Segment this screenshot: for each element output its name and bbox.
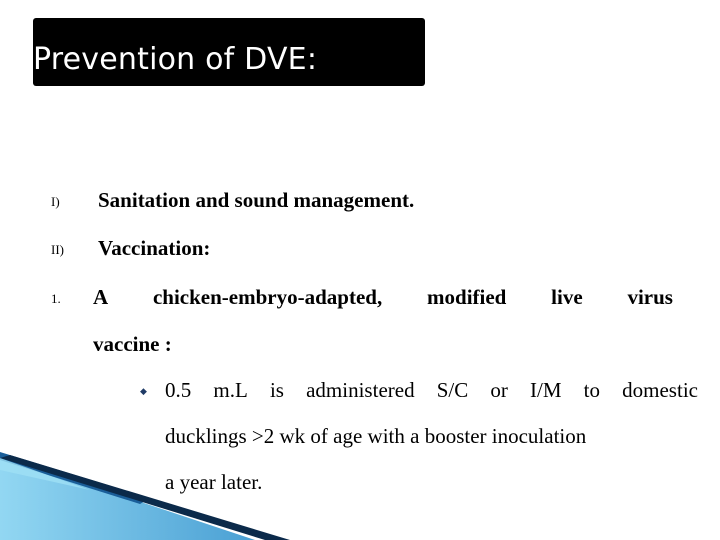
word: modified bbox=[427, 285, 507, 309]
word: S/C bbox=[436, 378, 469, 402]
word: A bbox=[93, 285, 109, 309]
sub-bullet-line-3: a year later. bbox=[165, 470, 263, 494]
title-box bbox=[33, 18, 425, 86]
word: 0.5 bbox=[165, 378, 192, 402]
numbered-line-1 bbox=[93, 285, 673, 310]
word: m.L bbox=[213, 378, 248, 402]
sub-bullet-line-2: ducklings >2 wk of age with a booster inoculation bbox=[165, 424, 587, 448]
slide-title: Prevention of DVE: bbox=[33, 42, 318, 77]
word: domestic bbox=[622, 378, 698, 402]
word: I/M bbox=[530, 378, 562, 402]
item-text-vaccination: Vaccination: bbox=[98, 236, 211, 260]
numbered-line-2: vaccine : bbox=[93, 332, 172, 356]
item-marker-2: II) bbox=[51, 242, 64, 257]
word: or bbox=[490, 378, 508, 402]
word: to bbox=[583, 378, 601, 402]
item-text-sanitation: Sanitation and sound management. bbox=[98, 188, 415, 212]
word: virus bbox=[627, 285, 673, 309]
diamond-bullet-icon: ◆ bbox=[140, 386, 147, 396]
sub-bullet-line-1 bbox=[165, 378, 698, 403]
word: is bbox=[269, 378, 284, 402]
word: chicken-embryo-adapted, bbox=[152, 285, 383, 309]
word: administered bbox=[306, 378, 415, 402]
numbered-marker: 1. bbox=[51, 291, 61, 306]
item-marker-1: I) bbox=[51, 194, 60, 209]
word: live bbox=[551, 285, 583, 309]
